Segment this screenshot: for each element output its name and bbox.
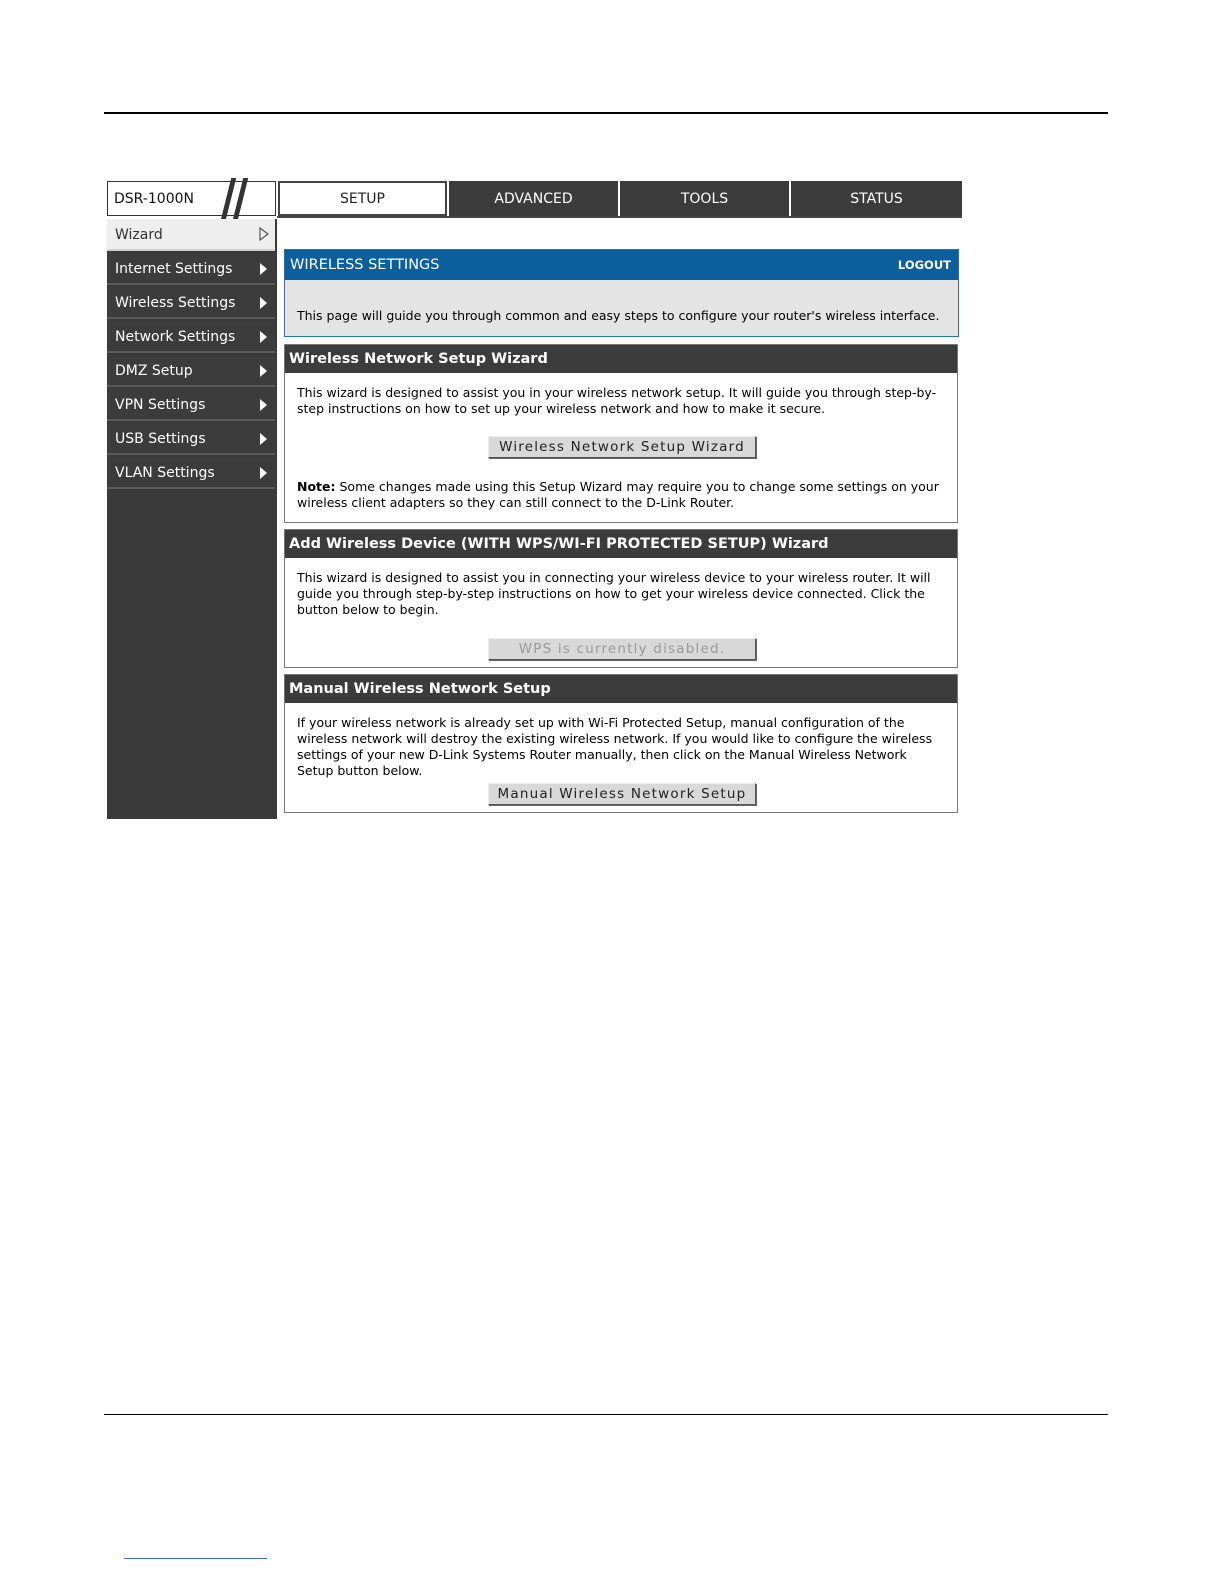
chevron-right-icon [260,433,267,445]
note-label: Note: [297,479,336,494]
chevron-right-icon [260,297,267,309]
sidebar-item-usb-settings[interactable] [107,423,275,455]
page-top-rule [104,112,1108,114]
sidebar-item-label: Internet Settings [115,261,233,277]
chevron-right-icon [260,467,267,479]
brand-box [107,181,276,216]
sidebar-item-vpn-settings[interactable] [107,389,275,421]
chevron-right-icon [260,331,267,343]
wireless-setup-wizard-button[interactable]: Wireless Network Setup Wizard [488,436,756,458]
section-text: If your wireless network is already set up with Wi-Fi Protected Setup, manual configuration of the wireless network will destroy the existing wireless network. If you would like to configure the wireless settings of your new D-Link Systems Router manually, then click on the Manual Wireless Network Setup button below. [297,715,933,778]
section-title: Add Wireless Device (WITH WPS/WI-FI PROTECTED SETUP) Wizard [285,530,957,558]
model-name: DSR-1000N [114,191,194,207]
section-text: This wizard is designed to assist you in connecting your wireless device to your wireless router. It will guide you through step-by-step instructions on how to get your wireless device connected. Click the button below to begin. [297,570,931,617]
sidebar [107,219,277,819]
sidebar-item-dmz-setup[interactable] [107,355,275,387]
logout-link[interactable]: LOGOUT [897,258,951,272]
sidebar-item-vlan-settings[interactable] [107,457,275,489]
tab-tools[interactable]: TOOLS [620,181,789,216]
brand-slash-icon [233,178,248,220]
section-title: Wireless Network Setup Wizard [285,345,957,373]
sidebar-item-label: USB Settings [115,431,206,447]
topbar-underline [277,216,962,218]
sidebar-item-label: Wireless Settings [115,295,236,311]
wps-disabled-button[interactable]: WPS is currently disabled. [488,638,756,660]
section-text: This wizard is designed to assist you in your wireless network setup. It will guide you through step-by-step instructions on how to set up your wireless network and how to make it secure. [297,385,937,416]
chevron-right-icon [260,365,267,377]
page-title: WIRELESS SETTINGS [290,257,440,273]
sidebar-item-label: Network Settings [115,329,236,345]
sidebar-item-label: VPN Settings [115,397,206,413]
sidebar-item-label: Wizard [115,227,163,243]
sidebar-item-internet-settings[interactable] [107,253,275,285]
chevron-right-icon [260,263,267,275]
section-note [297,479,947,511]
wps-section [284,529,958,668]
sidebar-item-wizard[interactable] [107,219,275,251]
note-text: Some changes made using this Setup Wizard may require you to change some settings on your wireless client adapters so they can still connect to the D-Link Router. [297,479,939,510]
wireless-settings-panel [284,249,959,337]
footer-link-underline [124,1558,267,1559]
sidebar-item-wireless-settings[interactable] [107,287,275,319]
wizard-section [284,344,958,523]
sidebar-item-label: VLAN Settings [115,465,215,481]
chevron-right-icon [260,399,267,411]
tab-status[interactable]: STATUS [791,181,962,216]
tab-setup[interactable]: SETUP [278,181,447,216]
section-title: Manual Wireless Network Setup [285,675,957,703]
chevron-right-outline-icon [259,227,269,241]
sidebar-item-network-settings[interactable] [107,321,275,353]
manual-wireless-setup-button[interactable]: Manual Wireless Network Setup [488,783,756,805]
top-navigation [107,181,962,218]
page-title-bar [285,250,958,280]
page-intro: This page will guide you through common and easy steps to configure your router's wireless interface. [297,308,940,323]
page-bottom-rule [104,1414,1108,1415]
manual-setup-section [284,674,958,813]
tab-advanced[interactable]: ADVANCED [449,181,618,216]
sidebar-item-label: DMZ Setup [115,363,193,379]
